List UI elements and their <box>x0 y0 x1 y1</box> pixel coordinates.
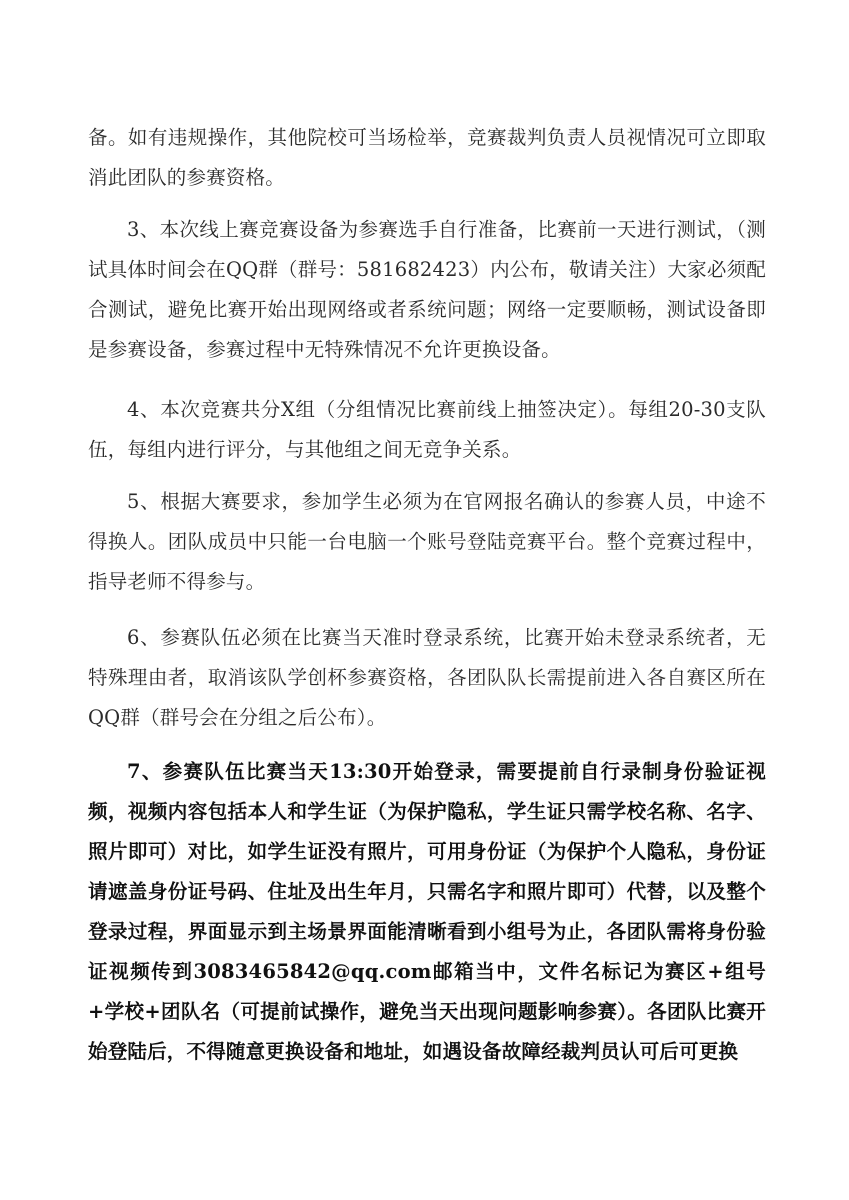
paragraph-rule-3: 3、本次线上赛竞赛设备为参赛选手自行准备，比赛前一天进行测试，（测试具体时间会在QQ群（群号：581682423）内公布，敬请关注）大家必须配合测试，避免比赛开始出现网络或者系统问题；网络一定要顺畅，测试设备即是参赛设备，参赛过程中无特殊情况不允许更换设备。 <box>88 218 766 361</box>
paragraph-rule-4: 4、本次竞赛共分X组（分组情况比赛前线上抽签决定）。每组20-30支队伍，每组内进行评分，与其他组之间无竞争关系。 <box>88 398 766 461</box>
paragraph-rule-6: 6、参赛队伍必须在比赛当天准时登录系统，比赛开始未登录系统者，无特殊理由者，取消该队学创杯参赛资格，各团队队长需提前进入各自赛区所在QQ群（群号会在分组之后公布）。 <box>88 626 766 729</box>
paragraph-rule-7: 7、参赛队伍比赛当天13:30开始登录，需要提前自行录制身份验证视频，视频内容包括本人和学生证（为保护隐私，学生证只需学校名称、名字、照片即可）对比，如学生证没有照片，可用身份证（为保护个人隐私，身份证请遮盖身份证号码、住址及出生年月，只需名字和照片即可）代替，以及整个登录过程，界面显示到主场景界面能清晰看到小组号为止，各团队需将身份验证视频传到3083465842@qq.com邮箱当中，文件名标记为赛区+组号+学校+团队名（可提前试操作，避免当天出现问题影响参赛）。各团队比赛开始登陆后，不得随意更换设备和地址，如遇设备故障经裁判员认可后可更换 <box>88 760 766 1063</box>
paragraph-rule-5: 5、根据大赛要求，参加学生必须为在官网报名确认的参赛人员，中途不得换人。团队成员中只能一台电脑一个账号登陆竞赛平台。整个竞赛过程中，指导老师不得参与。 <box>88 490 766 593</box>
paragraph-continuation: 备。如有违规操作，其他院校可当场检举，竞赛裁判负责人员视情况可立即取消此团队的参赛资格。 <box>88 126 766 189</box>
